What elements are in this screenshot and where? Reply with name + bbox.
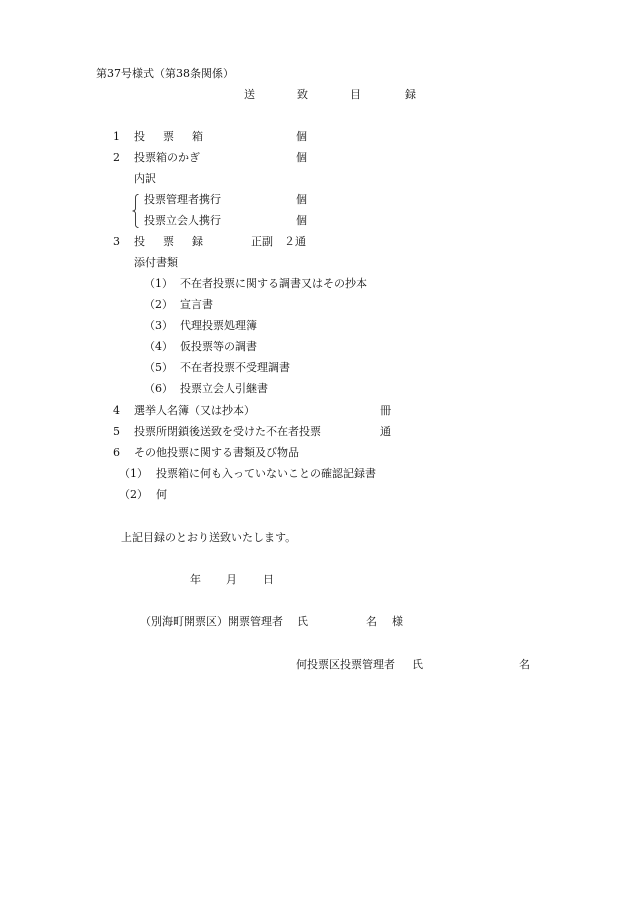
attachment-4-text: 仮投票等の調書 [180,340,257,353]
item6-sub2-number: （2） [119,488,148,501]
item3-label-char-2: 票 [163,235,174,248]
item2-breakdown-label: 内訳 [134,172,156,185]
item2-sub2-unit: 個 [296,214,307,227]
item2-unit: 個 [296,151,307,164]
item6-sub1-text: 投票箱に何も入っていないことの確認記録書 [156,467,376,480]
date-month: 月 [226,573,237,586]
attachment-3-number: （3） [144,319,173,332]
item2-number: 2 [113,151,120,164]
item2-label: 投票箱のかぎ [134,151,200,164]
item1-label-char-2: 票 [163,130,174,143]
item1-label-char-1: 投 [134,130,145,143]
attachment-5-text: 不在者投票不受理調書 [180,361,290,374]
addressee-shi: 氏 [297,615,308,628]
attachment-1-number: （1） [144,277,173,290]
item3-label-char-3: 録 [192,235,203,248]
item3-copies: 正副 ２通 [251,235,306,248]
form-number: 第37号様式（第38条関係） [96,67,234,80]
sender-mei: 名 [519,658,530,671]
date-year: 年 [190,573,201,586]
brace [132,194,139,228]
item1-number: 1 [113,130,120,143]
attachment-4-number: （4） [144,340,173,353]
addressee-title: （別海町開票区）開票管理者 [140,615,283,628]
item1-unit: 個 [296,130,307,143]
item3-attachments-label: 添付書類 [134,256,178,269]
item5-unit: 通 [380,425,391,438]
attachment-6-number: （6） [144,382,173,395]
attachment-1-text: 不在者投票に関する調書又はその抄本 [180,277,367,290]
title-char-3: 目 [350,88,361,101]
sender-title: 何投票区投票管理者 [296,658,395,671]
attachment-2-number: （2） [144,298,173,311]
item6-sub2-text: 何 [156,488,167,501]
closing-statement: 上記目録のとおり送致いたします。 [121,531,297,544]
item2-sub2-label: 投票立会人携行 [144,214,221,227]
item2-sub1-label: 投票管理者携行 [144,193,221,206]
attachment-5-number: （5） [144,361,173,374]
item4-number: 4 [113,404,120,417]
attachment-2-text: 宣言書 [180,298,213,311]
item3-number: 3 [113,235,120,248]
date-day: 日 [263,573,274,586]
item6-label: その他投票に関する書類及び物品 [134,446,299,459]
item6-number: 6 [113,446,120,459]
item4-unit: 冊 [380,404,391,417]
attachment-3-text: 代理投票処理簿 [180,319,257,332]
title-char-2: 致 [297,88,308,101]
item3-label-char-1: 投 [134,235,145,248]
title-char-1: 送 [244,88,255,101]
item4-label: 選挙人名簿（又は抄本） [134,404,255,417]
item2-sub1-unit: 個 [296,193,307,206]
item6-sub1-number: （1） [119,467,148,480]
addressee-mei: 名 [366,615,377,628]
sender-shi: 氏 [412,658,423,671]
title-char-4: 録 [405,88,416,101]
item1-label-char-3: 箱 [192,130,203,143]
item5-number: 5 [113,425,120,438]
attachment-6-text: 投票立会人引継書 [180,382,268,395]
addressee-sama: 様 [392,615,403,628]
item5-label: 投票所閉鎖後送致を受けた不在者投票 [134,425,321,438]
